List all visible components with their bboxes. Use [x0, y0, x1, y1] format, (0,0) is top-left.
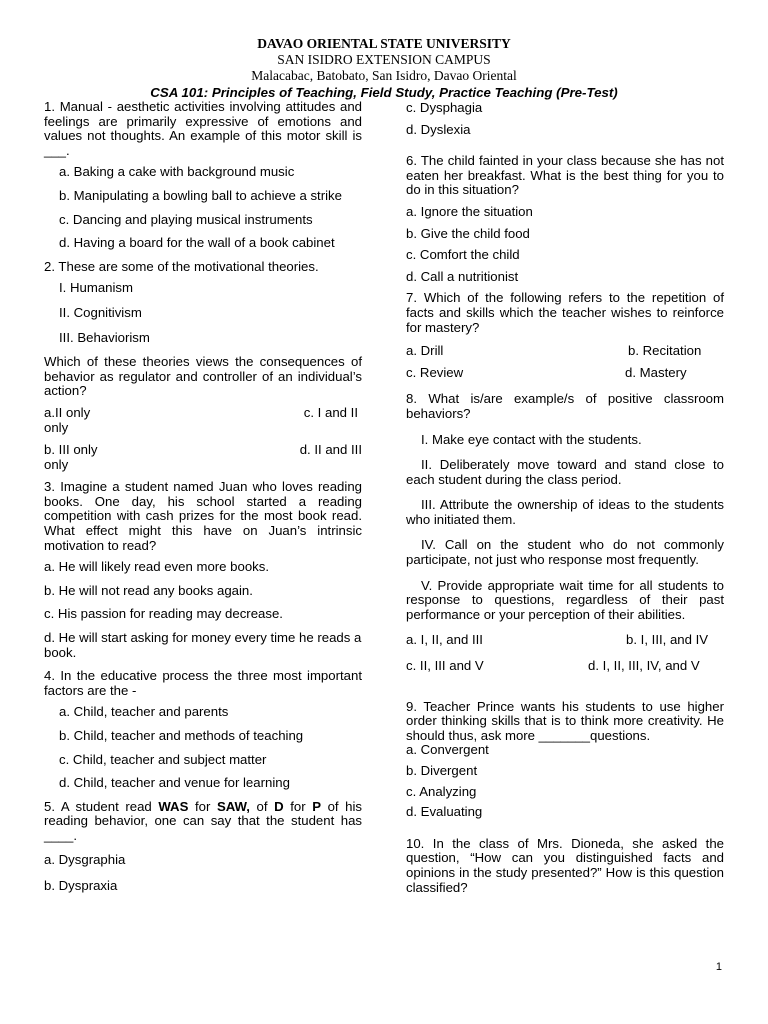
question-8-item-5: V. Provide appropriate wait time for all students to response to questions, regardless of their past performance or your perception of their abilities.	[406, 577, 724, 622]
question-7-option-c: c. Review	[406, 364, 464, 380]
question-3-stem: 3. Imagine a student named Juan who loves reading books. One day, his school started a reading competition with cash prizes for the most book read. What effect might this have on Juan’s intrinsic motivation to read?	[44, 479, 362, 553]
campus-address: Malacabac, Batobato, San Isidro, Davao Oriental	[251, 68, 517, 84]
question-3-option-d: d. He will start asking for money every time he reads a book.	[44, 630, 362, 660]
question-2-option-b: b. III only	[44, 442, 98, 458]
question-2-option-d: d. II and III	[299, 442, 362, 458]
question-9-stem: 9. Teacher Prince wants his students to use higher order thinking skills that is to think more creativity. He should thus, ask more _______questions.	[406, 698, 724, 743]
question-2-item-2: II. Cognitivism	[59, 304, 142, 320]
question-8-item-4: IV. Call on the student who do not commonly participate, not just who response most frequently.	[406, 537, 724, 568]
question-1-option-b: b. Manipulating a bowling ball to achieve a strike	[59, 187, 342, 203]
document-header	[0, 36, 768, 101]
question-4-option-a: a. Child, teacher and parents	[59, 704, 229, 720]
question-2-stem: 2. These are some of the motivational theories.	[44, 258, 319, 274]
question-2-option-c: c. I and II	[303, 404, 358, 420]
question-2-option-a: a.II only	[44, 404, 91, 420]
question-5-text-2: for	[188, 798, 217, 814]
question-7	[406, 291, 724, 380]
question-5-stem	[44, 800, 362, 844]
question-4-option-c: c. Child, teacher and subject matter	[59, 751, 267, 767]
question-5-option-a: a. Dysgraphia	[44, 851, 126, 867]
question-10-stem: 10. In the class of Mrs. Dioneda, she asked the question, “How can you distinguished facts and opinions in the study presented?” How is this question classified?	[406, 835, 724, 895]
question-5-option-d: d. Dyslexia	[406, 121, 471, 137]
question-1-option-d: d. Having a board for the wall of a book cabinet	[59, 235, 335, 251]
question-7-option-b: b. Recitation	[628, 343, 702, 359]
question-9-option-d: d. Evaluating	[406, 804, 483, 820]
question-3-option-b: b. He will not read any books again.	[44, 582, 253, 598]
question-6-option-b: b. Give the child food	[406, 225, 530, 241]
question-7-options-row-1	[406, 344, 724, 359]
question-8-options-row-2	[406, 659, 724, 674]
question-3-option-a: a. He will likely read even more books.	[44, 559, 270, 575]
question-5-letter-p: P	[312, 798, 321, 814]
question-2-option-d-cont: only	[44, 456, 69, 472]
question-8	[406, 392, 724, 673]
question-6-option-a: a. Ignore the situation	[406, 203, 533, 219]
question-7-stem: 7. Which of the following refers to the repetition of facts and skills which the teacher wishes to reinforce for mastery?	[406, 290, 724, 335]
question-5-option-b: b. Dyspraxia	[44, 878, 118, 894]
question-2-item-3: III. Behaviorism	[59, 329, 150, 345]
left-column	[44, 100, 362, 903]
question-8-options-row-1	[406, 633, 724, 648]
question-8-option-d: d. I, II, III, IV, and V	[588, 658, 700, 674]
question-4	[44, 669, 362, 791]
question-9-option-b: b. Divergent	[406, 763, 478, 778]
question-5-word-saw: SAW,	[216, 798, 250, 814]
question-4-option-d: d. Child, teacher and venue for learning	[59, 775, 290, 791]
course-title: CSA 101: Principles of Teaching, Field Study, Practice Teaching (Pre-Test)	[150, 84, 618, 100]
question-1-stem: 1. Manual - aesthetic activities involving attitudes and feelings are primarily expressive of emotions and values not thoughts. An example of this motor skill is ___.	[44, 99, 362, 158]
question-5	[44, 800, 362, 894]
question-2-item-1: I. Humanism	[59, 280, 134, 296]
question-5-text-5: of his reading behavior, one can say that the student has ____.	[44, 798, 363, 843]
question-8-stem: 8. What is/are example/s of positive classroom behaviors?	[406, 391, 724, 421]
campus-name: SAN ISIDRO EXTENSION CAMPUS	[277, 52, 491, 68]
question-2-options-row-2	[44, 443, 362, 458]
question-2-stem-2: Which of these theories views the consequences of behavior as regulator and controller of an individual’s action?	[44, 354, 362, 399]
university-name: DAVAO ORIENTAL STATE UNIVERSITY	[257, 36, 511, 51]
question-2-options-row-1	[44, 406, 362, 421]
question-6-option-d: d. Call a nutritionist	[406, 268, 519, 284]
question-5-text-1: 5. A student read	[44, 798, 159, 814]
question-6-stem: 6. The child fainted in your class because she has not eaten her breakfast. What is the best thing for you to do in this situation?	[406, 153, 724, 198]
question-7-options-row-2	[406, 366, 724, 381]
question-1	[44, 100, 362, 251]
question-4-option-b: b. Child, teacher and methods of teaching	[59, 728, 304, 743]
question-8-option-a: a. I, II, and III	[406, 632, 483, 648]
question-9-option-c: c. Analyzing	[406, 783, 477, 799]
question-10	[406, 837, 724, 895]
question-3-option-c: c. His passion for reading may decrease.	[44, 606, 283, 622]
question-3	[44, 480, 362, 660]
question-8-item-1: I. Make eye contact with the students.	[421, 431, 642, 447]
question-5-text-4: for	[283, 798, 313, 814]
question-8-item-3: III. Attribute the ownership of ideas to the students who initiated them.	[406, 497, 724, 527]
question-8-item-2: II. Deliberately move toward and stand close to each student during the class period.	[406, 457, 724, 487]
question-6-option-c: c. Comfort the child	[406, 247, 520, 263]
question-5-option-c: c. Dysphagia	[406, 100, 483, 115]
question-5-word-was: WAS	[158, 798, 189, 814]
question-9	[406, 700, 724, 820]
page-number: 1	[715, 961, 722, 973]
question-1-option-c: c. Dancing and playing musical instruments	[59, 211, 313, 227]
question-2-option-c-cont: only	[44, 419, 69, 435]
right-column	[406, 101, 724, 902]
question-7-option-a: a. Drill	[406, 343, 444, 359]
question-2	[44, 260, 362, 473]
question-9-option-a: a. Convergent	[406, 742, 489, 758]
question-7-option-d: d. Mastery	[625, 364, 687, 380]
question-5-letter-d: D	[274, 798, 284, 814]
question-6	[406, 154, 724, 284]
question-8-option-b: b. I, III, and IV	[626, 632, 709, 648]
question-5-text-3: of	[249, 798, 275, 814]
question-4-stem: 4. In the educative process the three most important factors are the -	[44, 668, 362, 698]
question-1-option-a: a. Baking a cake with background music	[59, 164, 295, 180]
question-8-option-c: c. II, III and V	[406, 658, 484, 674]
